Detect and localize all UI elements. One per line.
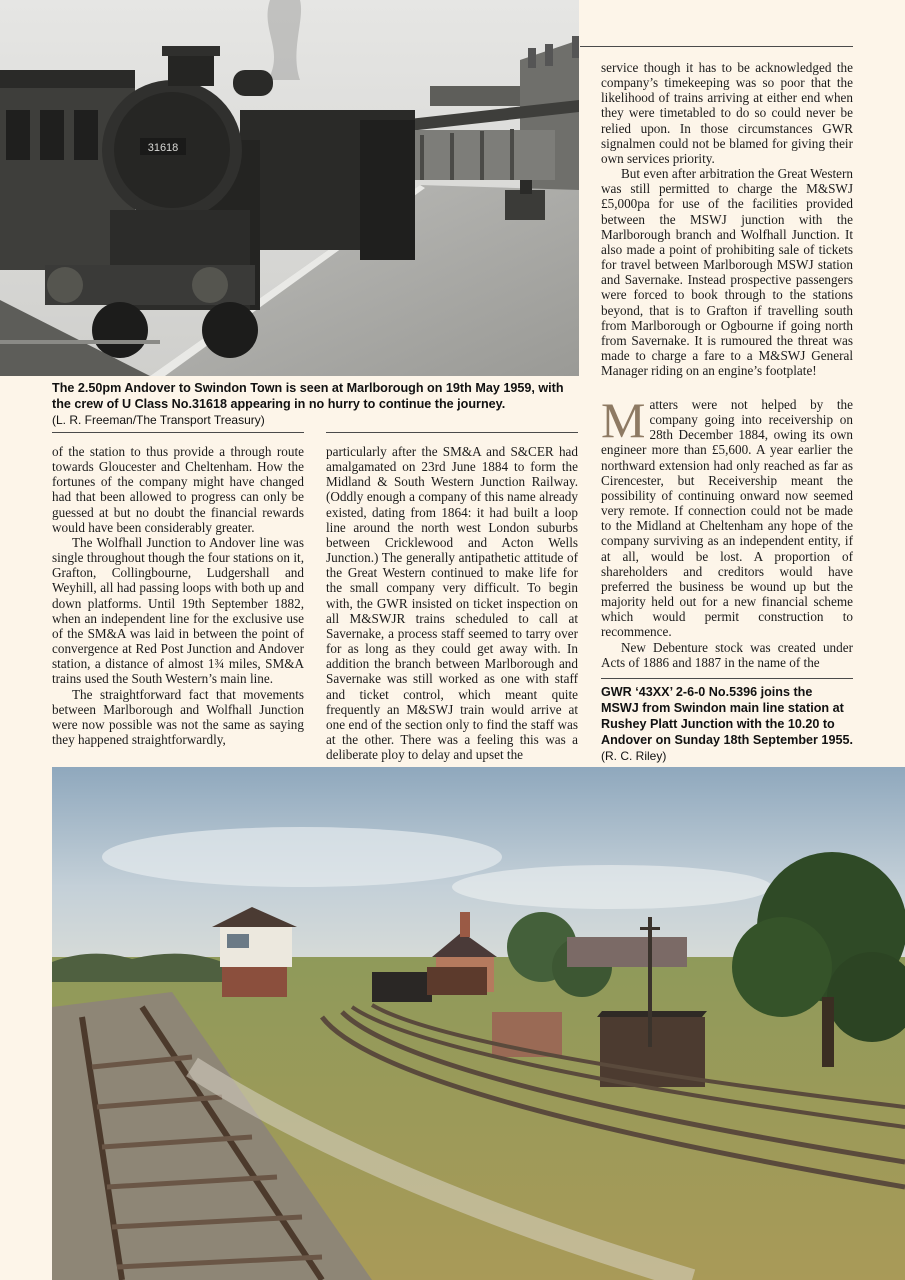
caption-top-photo <box>52 380 576 428</box>
photo-bottom-illustration <box>52 767 905 1280</box>
caption-top-credit: (L. R. Freeman/The Transport Treasury) <box>52 413 265 427</box>
caption-top-text: The 2.50pm Andover to Swindon Town is seen at Marlborough on 19th May 1959, with the crew of U Class No.31618 appearing in no hurry to continue the journey. <box>52 381 564 411</box>
article-column-1 <box>52 444 304 747</box>
photo-rushey-platt-junction <box>52 767 905 1280</box>
column3-top-rule <box>580 46 853 47</box>
paragraph-text: atters were not helped by the company going into receivership on 28th December 1884, owing its own engineer more than £5,600. A year earlier the northward extension had only reached as far as Cirencester, but Receivership meant the possibility of continuing onward now seemed very remote. If connection could not be made to the Midland at Cheltenham any hope of the company surviving as an independent entity, if at all, would be lost. A proportion of shareholders and creditors would have preferred the business be wound up but the majority held out for a new financial scheme which would permit construction to recommence. <box>601 397 853 640</box>
photo-locomotive-marlborough <box>0 0 579 376</box>
paragraph: service though it has to be acknowledged the company’s timekeeping was so poor that the likelihood of trains arriving at either end when they were timetabled to do so could never be relied upon. In those circumstances GWR signalmen could not be blamed for giving their own services priority. <box>601 60 853 166</box>
smokebox-number-plate: 31618 <box>147 142 179 154</box>
column2-top-rule <box>326 432 578 433</box>
caption-bottom-credit: (R. C. Riley) <box>601 749 667 763</box>
dropcap: M <box>601 392 646 448</box>
article-column-3-upper <box>601 60 853 378</box>
paragraph: But even after arbitration the Great Western was still permitted to charge the M&SWJ £5,000pa for use of the facilities provided between the MSWJ junction with the Marlborough branch and Wolfhall Junction. It also made a point of prohibiting sale of tickets for travel between Marlborough MSWJ station and Savernake. Instead prospective passengers were forced to book through to the stations beyond, that is to Grafton if travelling south from Marlborough or Ogbourne if going north from Savernake. It is rumoured the threat was made to charge a fare to a M&SWJ General Manager riding on an engine’s footplate! <box>601 166 853 379</box>
caption-bottom-text: GWR ‘43XX’ 2-6-0 No.5396 joins the MSWJ from Swindon main line station at Rushey Platt Junction with the 10.20 to Andover on Sunday 18th September 1955. <box>601 685 853 747</box>
caption-right-rule <box>601 678 853 679</box>
paragraph-with-dropcap <box>601 392 853 640</box>
paragraph: The Wolfhall Junction to Andover line was single throughout though the four stations on it, Grafton, Collingbourne, Ludgershall and Weyhill, all had passing loops with both up and down platforms. Until 19th September 1882, when an independent line for the exclusive use of the SM&A was laid in between the point of convergence at Red Post Junction and Andover station, a distance of almost 1¾ miles, SM&A trains used the South Western’s main line. <box>52 534 304 687</box>
article-column-2 <box>326 444 578 762</box>
article-column-3-lower <box>601 392 853 670</box>
column1-top-rule <box>52 432 304 433</box>
paragraph: of the station to thus provide a through route towards Gloucester and Cheltenham. How the fortunes of the company might have changed had that been allowed to progress can only be guessed at but no doubt the financial rewards would have been considerably greater. <box>52 444 304 535</box>
caption-bottom-photo <box>601 684 853 764</box>
paragraph: particularly after the SM&A and S&CER had amalgamated on 23rd June 1884 to form the Midland & South Western Junction Railway. (Oddly enough a company of this name already existed, dating from 1864: it had built a loop line around the north west London suburbs between Cricklewood and Acton Wells Junction.) The generally antipathetic attitude of the Great Western continued to make life for the small company very difficult. To begin with, the GWR insisted on ticket inspection on all M&SWJR trains scheduled to call at Savernake, a process staff seemed to tarry over for as long as they could get away with. In addition the branch between Marlborough and Savernake was still worked as one with staff and ticket control, which meant quite frequently an M&SWJ train would arrive at one end of the section only to find the staff was at the other. There was a feeling this was a deliberate ploy to delay and upset the <box>326 444 578 763</box>
paragraph: New Debenture stock was created under Acts of 1886 and 1887 in the name of the <box>601 639 853 670</box>
photo-top-illustration <box>0 0 579 376</box>
paragraph: The straightforward fact that movements between Marlborough and Wolfhall Junction were now possible was not the same as saying they happened straightforwardly, <box>52 686 304 747</box>
